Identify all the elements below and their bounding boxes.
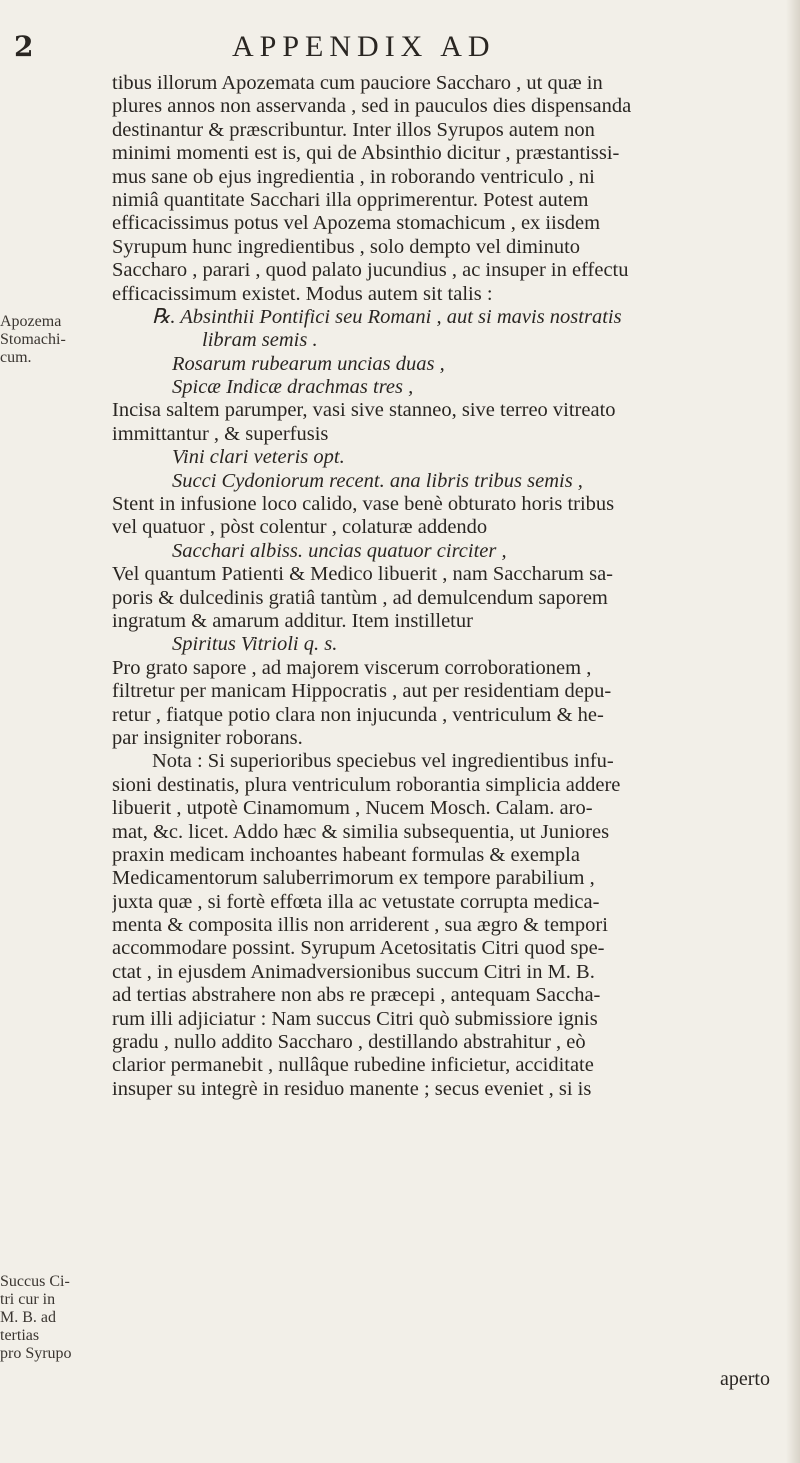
margin-note-line: M. B. ad [0,1309,56,1326]
catchword: aperto [720,1368,770,1390]
text-line: libuerit , utpotè Cinamomum , Nucem Mosch. Calam. aro- [112,797,593,820]
text-line: Spiritus Vitrioli q. s. [172,633,338,656]
text-line: menta & composita illis non arriderent , sua ægro & tempori [112,914,608,937]
text-line: ctat , in ejusdem Animadversionibus succum Citri in M. B. [112,960,595,983]
text-line: mus sane ob ejus ingredientia , in roborando ventriculo , ni [112,165,595,188]
text-line: efficacissimum existet. Modus autem sit talis : [112,282,493,305]
margin-note-succus-citri [0,1273,110,1363]
margin-note-line: cum. [0,349,32,366]
margin-note-line: tri cur in [0,1291,56,1308]
text-line: nimiâ quantitate Sacchari illa opprimerentur. Potest autem [112,188,589,211]
margin-note-apozema [0,313,110,367]
margin-note-line: Stomachi- [0,331,66,348]
text-line: Vini clari veteris opt. [172,446,345,469]
text-line: ℞. Absinthii Pontifici seu Romani , aut si mavis nostratis [152,305,622,328]
body-text [112,72,782,1101]
text-line: immittantur , & superfusis [112,422,329,445]
page-number: 2 [14,30,34,63]
text-line: Medicamentorum saluberrimorum ex tempore parabilium , [112,867,595,890]
text-line: Stent in infusione loco calido, vase benè obturato horis tribus [112,493,615,516]
margin-note-line: tertias [0,1327,40,1344]
text-line: Succi Cydoniorum recent. ana libris tribus semis , [172,469,583,492]
text-line: Nota : Si superioribus speciebus vel ingredientibus infu- [152,750,614,773]
text-line: plures annos non asservanda , sed in pauculos dies dispensanda [112,95,632,118]
text-line: vel quatuor , pòst colentur , colaturæ addendo [112,516,488,539]
text-line: ingratum & amarum additur. Item instilletur [112,609,473,632]
text-line: par insigniter roborans. [112,726,303,749]
text-line: destinantur & præscribuntur. Inter illos Syrupos autem non [112,118,595,141]
text-line: efficacissimus potus vel Apozema stomachicum , ex iisdem [112,212,601,235]
text-line: praxin medicam inchoantes habeant formulas & exempla [112,843,580,866]
page-spine-shadow [786,0,800,1463]
text-line: accommodare possint. Syrupum Acetositatis Citri quod spe- [112,937,605,960]
text-line: Saccharo , parari , quod palato jucundius , ac insuper in effectu [112,259,629,282]
text-line: minimi momenti est is, qui de Absinthio dicitur , præstantissi- [112,142,620,165]
text-line: mat, &c. licet. Addo hæc & similia subsequentia, ut Juniores [112,820,610,843]
text-line: filtretur per manicam Hippocratis , aut per residentiam depu- [112,680,612,703]
text-line: clarior permanebit , nullâque rubedine inficietur, acciditate [112,1054,594,1077]
text-line: sioni destinatis, plura ventriculum roborantia simplicia addere [112,773,621,796]
margin-note-line: Apozema [0,313,62,330]
text-line: insuper su integrè in residuo manente ; secus eveniet , si is [112,1077,592,1100]
text-line: Syrupum hunc ingredientibus , solo dempto vel diminuto [112,235,581,258]
text-line: Vel quantum Patienti & Medico libuerit , nam Saccharum sa- [112,563,613,586]
text-line: Pro grato sapore , ad majorem viscerum corroborationem , [112,656,592,679]
text-line: Sacchari albiss. uncias quatuor circiter , [172,539,507,562]
text-line: juxta quæ , si fortè effœta illa ac vetustate corrupta medica- [112,890,600,913]
text-line: Spicæ Indicæ drachmas tres , [172,376,414,399]
running-title: APPENDIX AD [232,30,496,63]
text-line: retur , fiatque potio clara non injucunda , ventriculum & he- [112,703,604,726]
page-header [0,30,800,70]
text-line: Incisa saltem parumper, vasi sive stanneo, sive terreo vitreato [112,399,616,422]
text-line: ad tertias abstrahere non abs re præcepi , antequam Saccha- [112,984,601,1007]
text-line: poris & dulcedinis gratiâ tantùm , ad demulcendum saporem [112,586,608,609]
text-line: libram semis . [202,329,318,352]
text-line: tibus illorum Apozemata cum pauciore Saccharo , ut quæ in [112,72,603,94]
text-line: gradu , nullo addito Saccharo , destillando abstrahitur , eò [112,1031,586,1054]
margin-note-line: Succus Ci- [0,1273,70,1290]
text-line: rum illi adjiciatur : Nam succus Citri quò submissiore ignis [112,1007,598,1030]
margin-note-line: pro Syrupo [0,1345,72,1362]
text-line: Rosarum rubearum uncias duas , [172,352,445,375]
